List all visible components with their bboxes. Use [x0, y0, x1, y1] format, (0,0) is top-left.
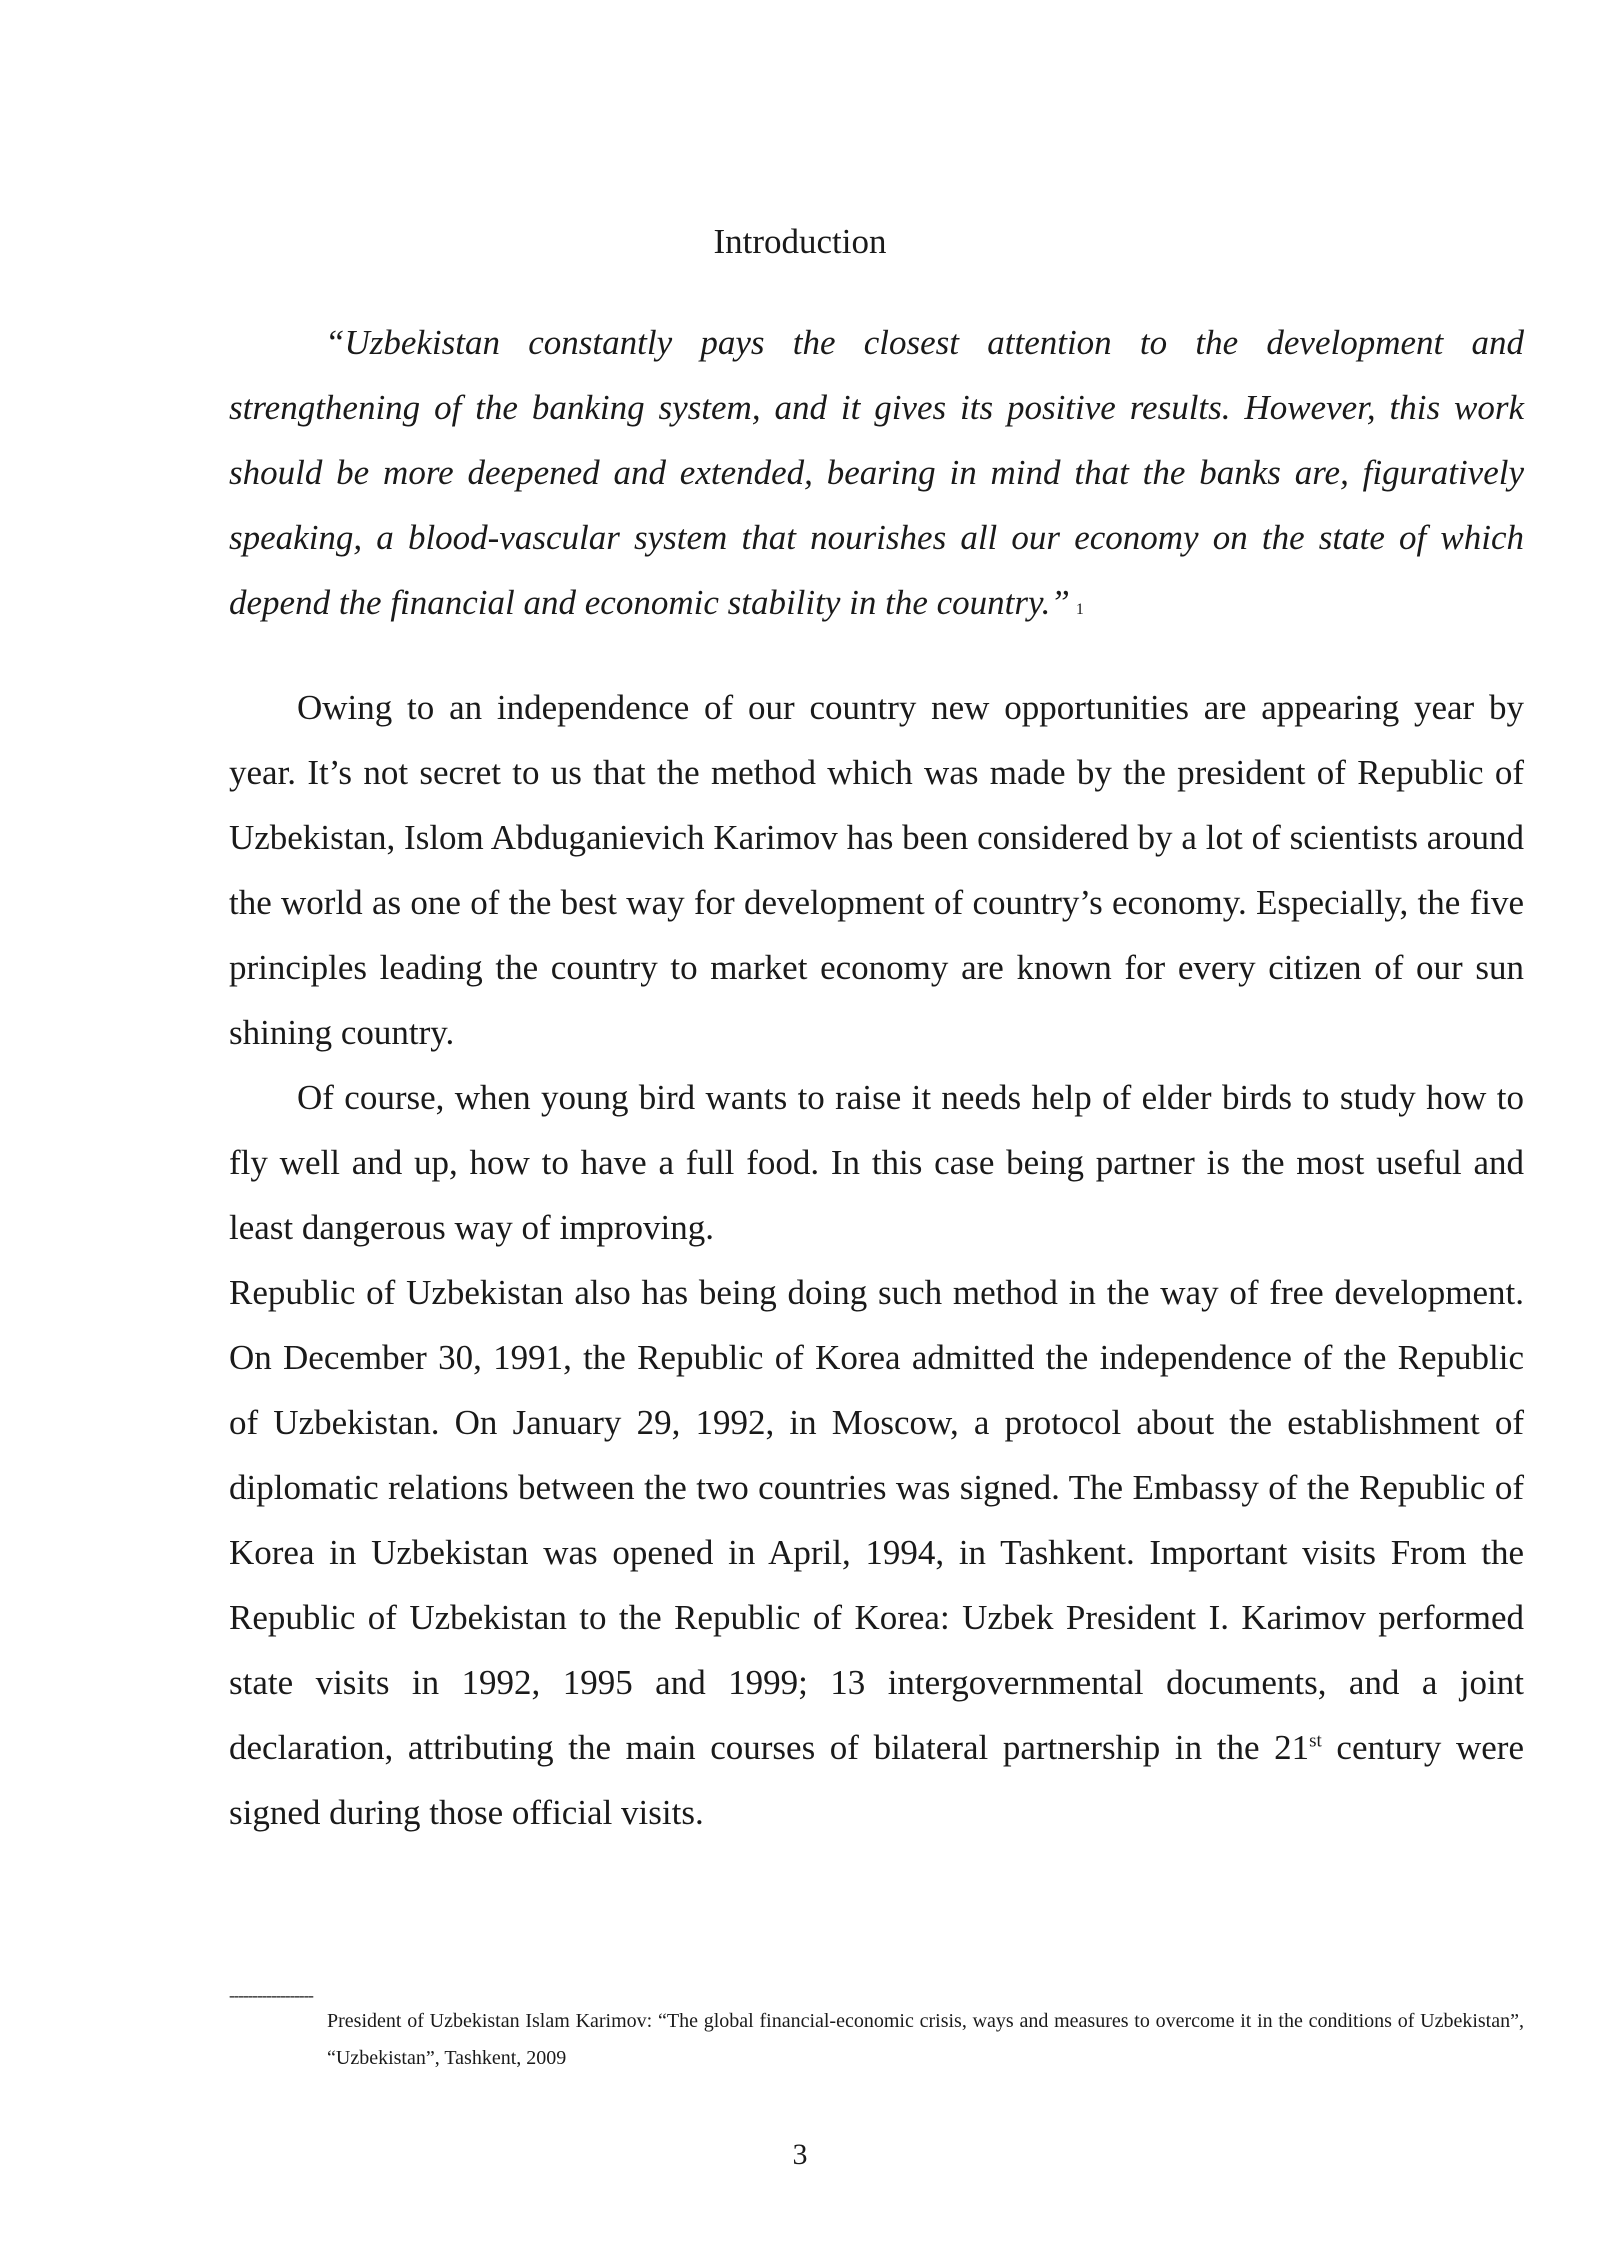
- epigraph-quote: [229, 310, 1524, 642]
- body-paragraph-3: [229, 1260, 1524, 1845]
- body-paragraph-2: Of course, when young bird wants to raise it needs help of elder birds to study how to fly well and up, how to have a full food. In this case being partner is the most useful and least dangerous way of improving.: [229, 1078, 1524, 1247]
- footnote-separator: ------------------: [229, 1986, 313, 2005]
- page-title: Introduction: [713, 222, 887, 261]
- page-number: 3: [792, 2138, 808, 2171]
- footnote-reference: 1: [1075, 601, 1084, 618]
- quote-paragraph: [229, 310, 1524, 642]
- body-paragraph-1: Owing to an independence of our country new opportunities are appearing year by year. It’s not secret to us that the method which was made by the president of Republic of Uzbekistan, Islom Abduganievich Karimov has been considered by a lot of scientists around the world as one of the best way for development of country’s economy. Especially, the five principles leading the country to market economy are known for every citizen of our sun shining country.: [229, 688, 1524, 1052]
- main-text: [229, 675, 1524, 1845]
- body-paragraph-3-text: Republic of Uzbekistan also has being doing such method in the way of free development. On December 30, 1991, the Republic of Korea admitted the independence of the Republic of Uzbekistan. On January 29, 1992, in Moscow, a protocol about the establishment of diplomatic relations between the two countries was signed. The Embassy of the Republic of Korea in Uzbekistan was opened in April, 1994, in Tashkent. Important visits From the Republic of Uzbekistan to the Republic of Korea: Uzbek President I. Karimov performed state visits in 1992, 1995 and 1999; 13 intergovernmental documents, and a joint declaration, attributing the main courses of bilateral partnership in the 21: [229, 1273, 1524, 1767]
- body-paragraph-3-tail: century were signed during those official visits.: [229, 1728, 1524, 1832]
- ordinal-suffix: st: [1309, 1730, 1322, 1752]
- footnote-text: President of Uzbekistan Islam Karimov: “The global financial-economic crisis, ways and measures to overcome it in the conditions of Uzbekistan”, “Uzbekistan”, Tashkent, 2009: [327, 2010, 1524, 2069]
- quote-text: “Uzbekistan constantly pays the closest attention to the development and strengthening of the banking system, and it gives its positive results. However, this work should be more deepened and extended, bearing in mind that the banks are, figuratively speaking, a blood-vascular system that nourishes all our economy on the state of which depend the financial and economic stability in the country.”: [229, 323, 1524, 622]
